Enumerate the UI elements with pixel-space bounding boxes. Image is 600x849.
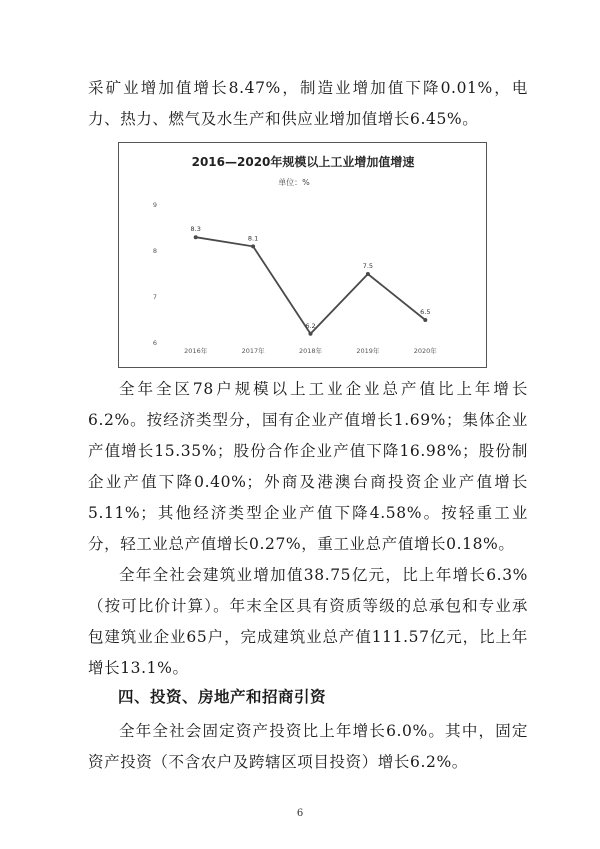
paragraph-industry-growth: 采矿业增加值增长8.47%，制造业增加值下降0.01%，电力、热力、燃气及水生产和供应业增加值增长6.45%。: [88, 79, 528, 128]
x-tick-label: 2017年: [241, 347, 265, 355]
series-line: [196, 237, 426, 334]
y-tick-label: 7: [152, 293, 157, 301]
growth-chart-svg: [119, 143, 488, 369]
data-label: 8.1: [247, 234, 259, 243]
y-tick-label: 8: [152, 247, 157, 255]
y-tick-label: 6: [152, 339, 157, 347]
section-heading: 四、投资、房地产和招商引资: [118, 688, 327, 706]
page-number: 6: [296, 808, 304, 819]
data-point: [251, 244, 255, 248]
chart-subtitle: 单位：%: [278, 178, 310, 187]
x-tick-label: 2019年: [356, 347, 380, 355]
data-label: 6.5: [420, 308, 431, 316]
data-label: 7.5: [362, 262, 374, 270]
y-tick-label: 9: [152, 201, 157, 209]
paragraph-construction: 全年全社会建筑业增加值38.75亿元，比上年增长6.3%（按可比价计算）。年末全区具有资质等级的总承包和专业承包建筑业企业65户，完成建筑业总产值111.57亿元，比上年增长13.1%。: [88, 566, 528, 677]
data-point: [309, 332, 313, 336]
paragraph-investment: 全年全社会固定资产投资比上年增长6.0%。其中，固定资产投资（不含农户及跨辖区项目投资）增长6.2%。: [88, 722, 528, 771]
data-label: 8.3: [190, 225, 201, 234]
data-label: 6.2: [305, 321, 316, 330]
data-point: [423, 318, 427, 322]
chart-title: 2016—2020年规模以上工业增加值增速: [191, 155, 415, 169]
data-point: [366, 272, 370, 276]
growth-chart: [118, 142, 487, 368]
data-point: [194, 235, 198, 239]
x-tick-label: 2020年: [413, 347, 437, 355]
paragraph-industrial-output: 全年全区78户规模以上工业企业总产值比上年增长6.2%。按经济类型分，国有企业产值增长1.69%；集体企业产值增长15.35%；股份合作企业产值下降16.98%；股份制企业产值下降0.40%；外商及港澳台商投资企业产值增长5.11%；其他经济类型企业产值下降4.58%。按轻重工业分，轻工业总产值增长0.27%，重工业总产值增长0.18%。: [88, 380, 528, 553]
x-tick-label: 2016年: [184, 347, 208, 355]
plot-area: [153, 201, 437, 355]
x-tick-label: 2018年: [298, 347, 323, 355]
